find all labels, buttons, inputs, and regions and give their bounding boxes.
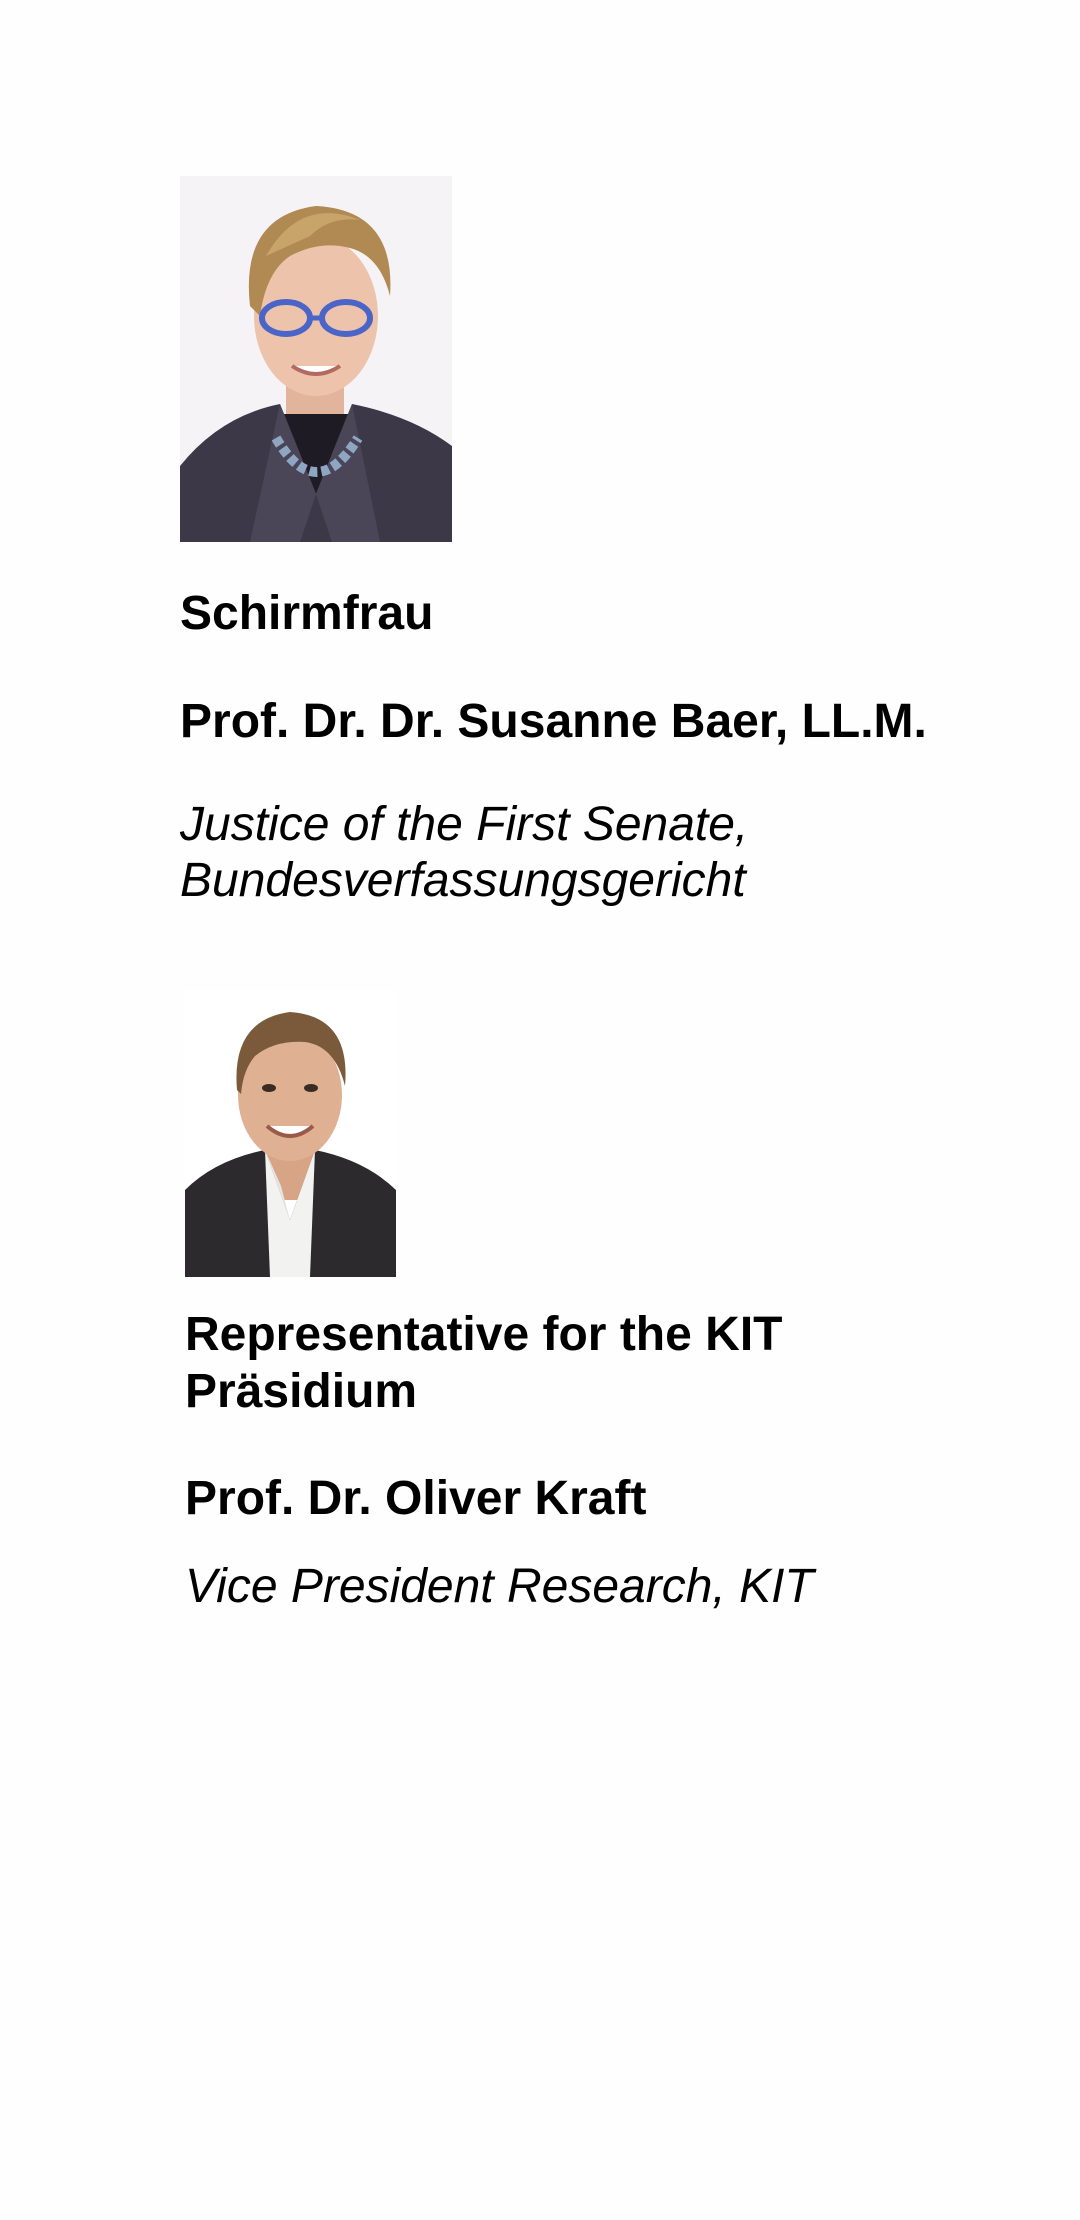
person-title: Justice of the First Senate, Bundesverfassungsgericht [180, 798, 749, 907]
role-heading: Representative for the KIT Präsidium [185, 1308, 783, 1418]
person-name: Prof. Dr. Dr. Susanne Baer, LL.M. [180, 695, 927, 748]
person-name: Prof. Dr. Oliver Kraft [185, 1472, 647, 1525]
person-title: Vice President Research, KIT [185, 1560, 814, 1613]
portrait-oliver-kraft [185, 990, 396, 1277]
role-heading: Schirmfrau [180, 587, 434, 640]
portrait-susanne-baer [180, 176, 452, 542]
